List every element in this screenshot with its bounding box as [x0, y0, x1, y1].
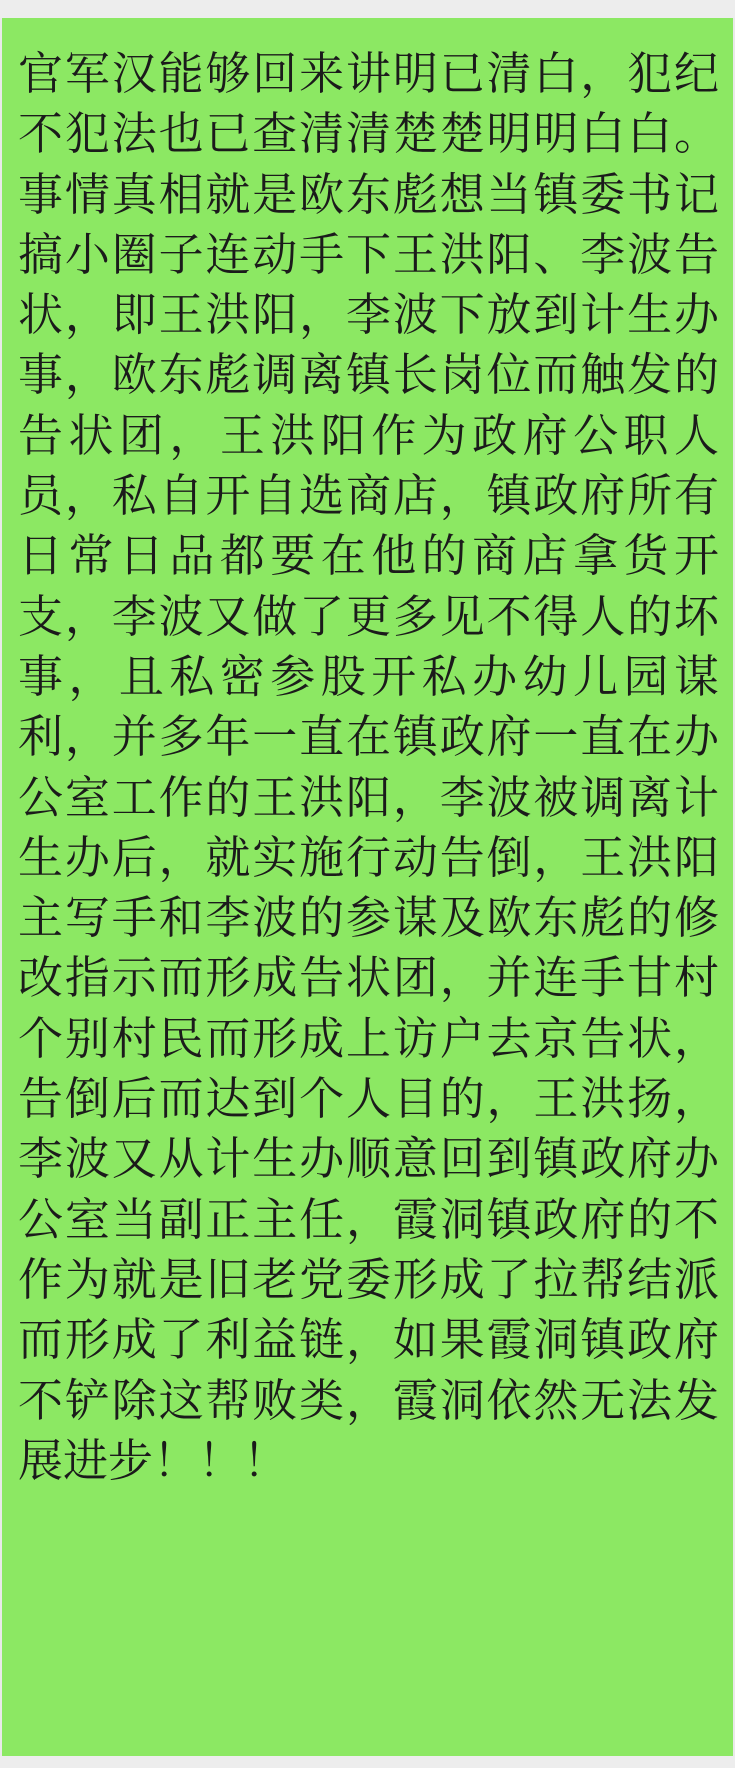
bottom-background-band	[0, 1756, 735, 1768]
top-background-band	[0, 0, 735, 18]
green-note-card	[2, 18, 733, 1756]
note-body-text: 官军汉能够回来讲明已清白，犯纪不犯法也已查清清楚楚明明白白。事情真相就是欧东彪想当镇委书记搞小圈子连动手下王洪阳、李波告状，即王洪阳，李波下放到计生办事，欧东彪调离镇长岗位而触发的告状团，王洪阳作为政府公职人员，私自开自选商店，镇政府所有日常日品都要在他的商店拿货开支，李波又做了更多见不得人的坏事，且私密参股开私办幼儿园谋利，并多年一直在镇政府一直在办公室工作的王洪阳，李波被调离计生办后，就实施行动告倒，王洪阳主写手和李波的参谋及欧东彪的修改指示而形成告状团，并连手甘村个别村民而形成上访户去京告状，告倒后而达到个人目的，王洪扬，李波又从计生办顺意回到镇政府办公室当副正主任，霞洞镇政府的不作为就是旧老党委形成了拉帮结派而形成了利益链，如果霞洞镇政府不铲除这帮败类，霞洞依然无法发展进步！！！	[18, 47, 719, 1487]
